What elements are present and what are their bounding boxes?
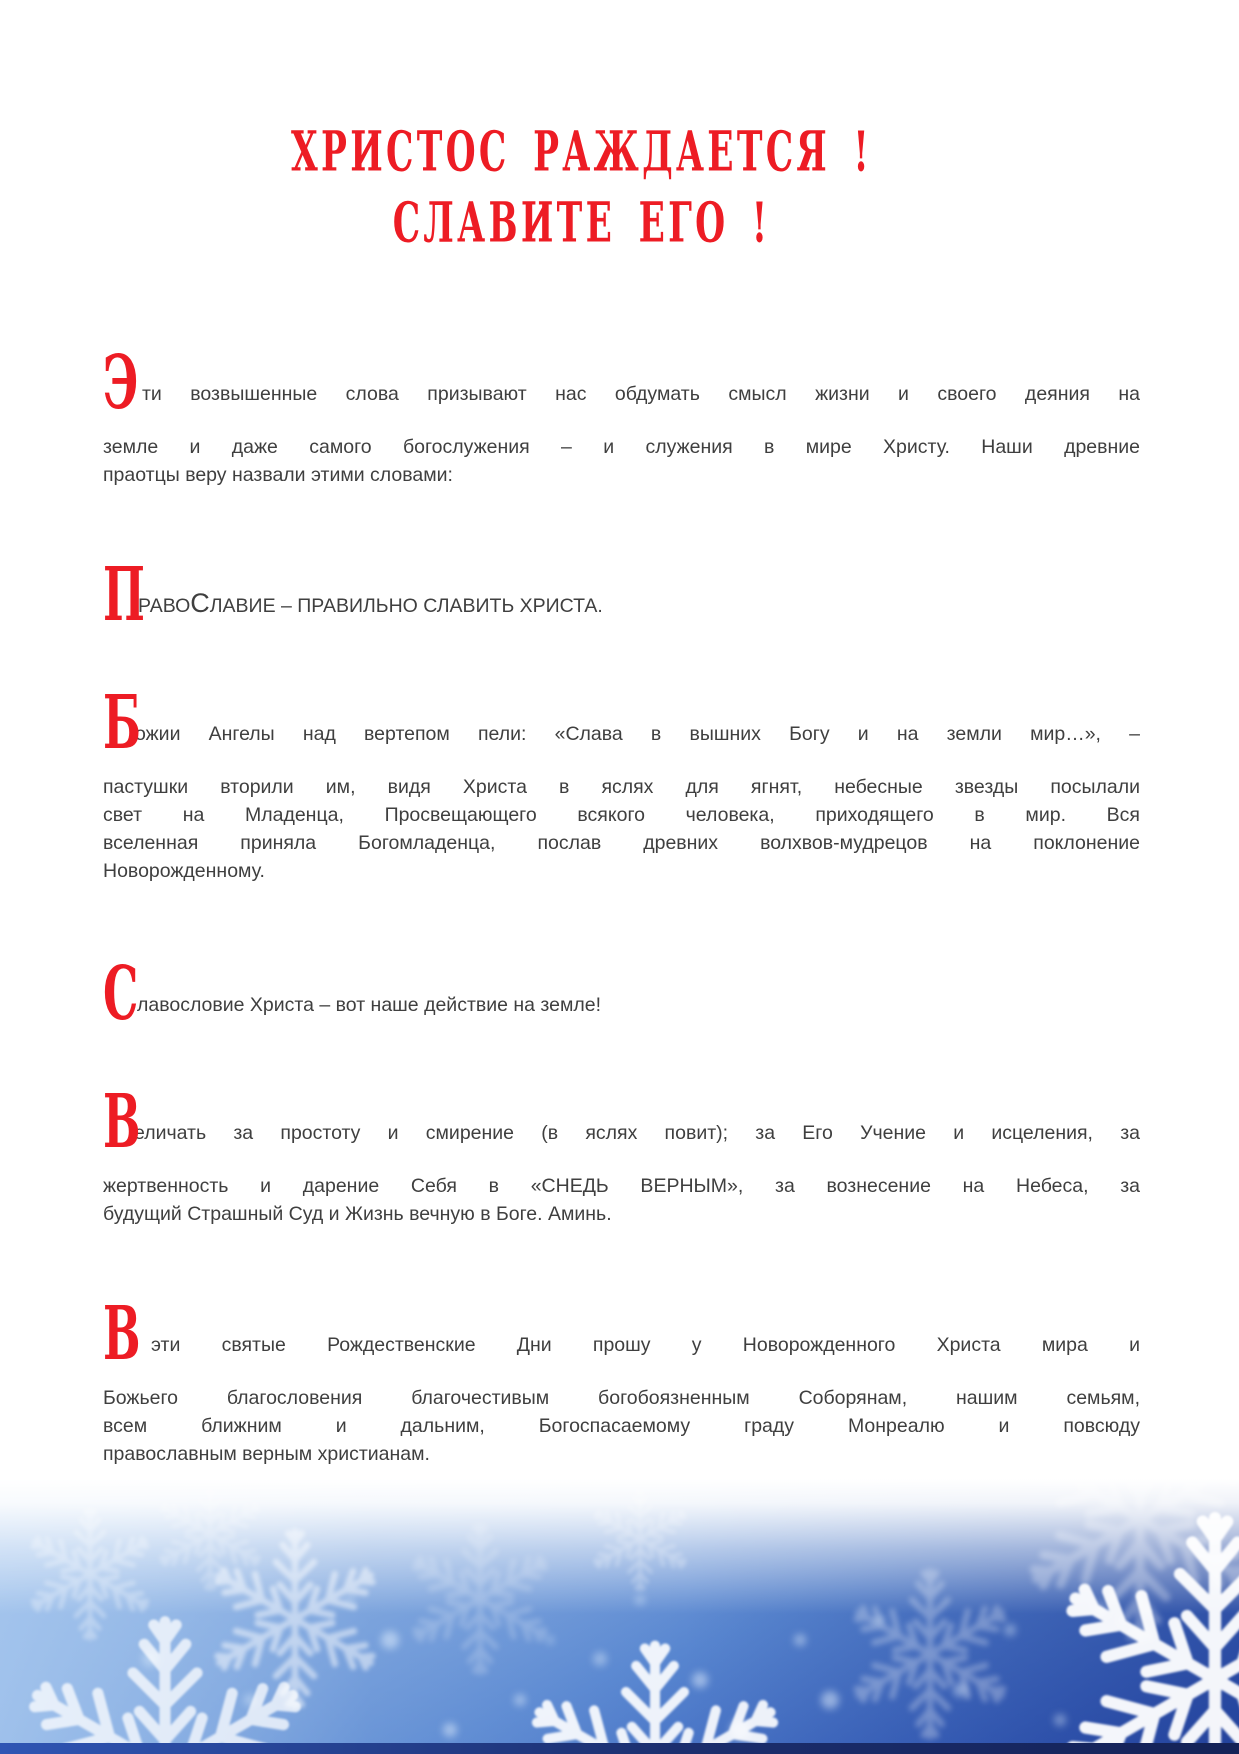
drop-cap: Б xyxy=(103,679,141,766)
text-segment: лавословие Христа – вот наше действие на земле! xyxy=(137,994,602,1016)
paragraph xyxy=(103,551,1140,638)
text-segment: еличать за простоту и смирение (в яслях повит); за Его Учение и исцеления, за xyxy=(134,1122,1140,1144)
snowflake-icon xyxy=(525,1646,785,1754)
paragraph-line: будущий Страшный Суд и Жизнь вечную в Боге. Аминь. xyxy=(103,1203,612,1225)
text-segment: С xyxy=(190,588,210,618)
paragraph-first-line xyxy=(103,1290,1140,1377)
title-line-2: СЛАВИТЕ ЕГО ! xyxy=(392,190,771,255)
paragraph-line: пастушки вторили им, видя Христа в яслях для ягнят, небесные звезды посылали xyxy=(103,776,1140,798)
paragraph-first-line xyxy=(103,679,1140,766)
drop-cap: С xyxy=(103,950,139,1037)
paragraph-first-line xyxy=(103,339,1140,426)
snowflake-icon xyxy=(591,1488,690,1589)
drop-cap: В xyxy=(103,1290,141,1377)
drop-cap: В xyxy=(103,1078,141,1165)
paragraph-line: Божьего благословения благочестивым богобоязненным Соборянам, нашим семьям, xyxy=(103,1387,1140,1409)
document-content xyxy=(103,0,1140,1468)
footer-strip xyxy=(0,1743,1239,1754)
drop-cap: Э xyxy=(103,339,139,426)
paragraph-first-line xyxy=(103,950,1140,1037)
paragraph xyxy=(103,339,1140,489)
paragraph-line: жертвенность и дарение Себя в «СНЕДЬ ВЕРНЫМ», за вознесение на Небеса, за xyxy=(103,1175,1140,1197)
paragraph-first-line xyxy=(103,551,1140,638)
text-segment: ти возвышенные слова призывают нас обдумать смысл жизни и своего деяния на xyxy=(142,383,1140,405)
text-segment: ожии Ангелы над вертепом пели: «Слава в вышних Богу и на земли мир…», – xyxy=(135,723,1140,745)
paragraph-first-line xyxy=(103,1078,1140,1165)
snowflake-icon xyxy=(22,1622,309,1754)
document-title xyxy=(63,116,1100,258)
paragraph xyxy=(103,1290,1140,1468)
paragraph-line: земле и даже самого богослужения – и служения в мире Христу. Наши древние xyxy=(103,436,1140,458)
paragraph-line: вселенная приняла Богомладенца, послав древних волхвов-мудрецов на поклонение xyxy=(103,832,1140,854)
snowflake-icon xyxy=(27,1510,153,1639)
winter-background xyxy=(0,1479,1239,1754)
paragraph-line: праотцы веру назвали этими словами: xyxy=(103,464,453,486)
text-segment: эти святые Рождественские Дни прошу у Новорожденного Христа мира и xyxy=(151,1334,1140,1356)
paragraph xyxy=(103,950,1140,1037)
drop-cap: П xyxy=(103,551,145,638)
snowflakes-layer xyxy=(0,1479,1239,1754)
text-segment: ЛАВИЕ – ПРАВИЛЬНО СЛАВИТЬ ХРИСТА. xyxy=(209,595,603,617)
title-line-1: ХРИСТОС РАЖДАЕТСЯ ! xyxy=(291,119,872,184)
snowflake-icon xyxy=(849,1571,1010,1737)
paragraph-line: Новорожденному. xyxy=(103,860,265,882)
text-segment: РАВО xyxy=(138,595,191,617)
paragraph-line: всем ближним и дальним, Богоспасаемому граду Монреалю и повсюду xyxy=(103,1415,1140,1437)
paragraph-line: православным верным христианам. xyxy=(103,1443,430,1465)
paragraphs-container xyxy=(103,339,1140,1468)
paragraph-line: свет на Младенца, Просвещающего всякого человека, приходящего в мир. Вся xyxy=(103,804,1140,826)
snowflake-icon xyxy=(408,1525,551,1672)
paragraph xyxy=(103,679,1140,885)
snowflake-icon xyxy=(156,1479,264,1589)
paragraph xyxy=(103,1078,1140,1228)
